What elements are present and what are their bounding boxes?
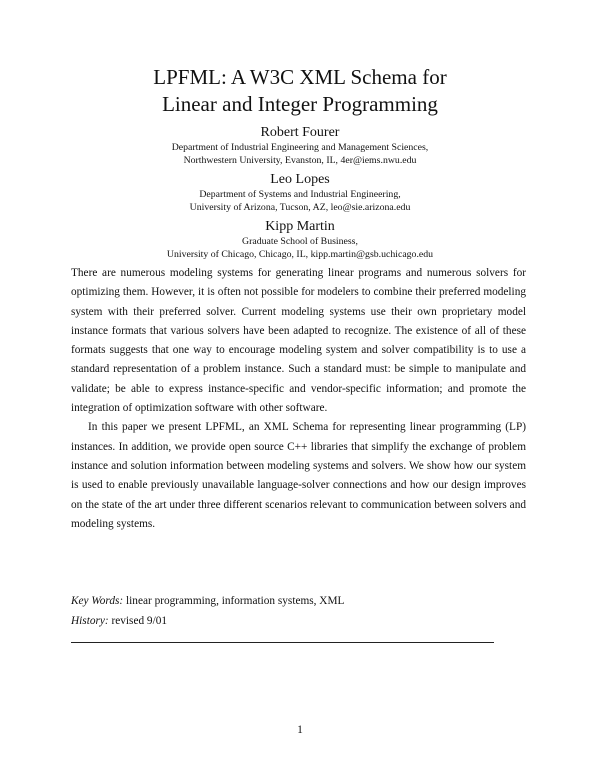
history-line <box>71 612 526 632</box>
paper-metadata <box>71 592 526 631</box>
author-affiliation: Graduate School of Business, <box>242 236 358 247</box>
paper-title-line-1: LPFML: A W3C XML Schema for <box>153 65 447 89</box>
keywords-value: linear programming, information systems, XML <box>126 595 345 607</box>
history-value: revised 9/01 <box>111 614 168 627</box>
horizontal-rule <box>71 642 494 643</box>
author-affiliation-address: University of Arizona, Tucson, AZ, leo@sie.arizona.edu <box>189 202 411 213</box>
history-label: History: <box>71 614 109 627</box>
author-entry <box>0 171 600 214</box>
keywords-label: Key Words: <box>71 595 124 607</box>
author-affiliation: Department of Systems and Industrial Engineering, <box>199 189 401 200</box>
abstract-paragraph-1: There are numerous modeling systems for generating linear programs and numerous solvers for optimizing them. However, it is often not possible for modelers to combine their preferred modeling system with their preferred solver. Current modeling systems use their own proprietary model instance formats that various solvers have been adapted to recognize. The existence of all of these formats suggests that one way to encourage modeling system and solver compatibility is to use a standard representation of a problem instance. Such a standard must: be simple to manipulate and validate; be able to express instance-specific and vendor-specific information; and promote the integration of optimization software with other software. <box>71 267 526 415</box>
author-name: Kipp Martin <box>265 219 335 234</box>
paper-title-line-2: Linear and Integer Programming <box>162 92 438 116</box>
author-block <box>0 124 600 265</box>
author-affiliation-address: University of Chicago, Chicago, IL, kipp.martin@gsb.uchicago.edu <box>166 249 434 260</box>
abstract <box>71 264 526 534</box>
abstract-paragraph-2: In this paper we present LPFML, an XML Schema for representing linear programming (LP) instances. In addition, we provide open source C++ libraries that simplify the exchange of problem instance and solution information between modeling systems and solvers. We show how our system is used to enable previously unavailable language-solver connections and how our design improves on the state of the art under three different scenarios relevant to communication between solvers and modeling systems. <box>71 421 526 530</box>
author-name: Leo Lopes <box>270 172 330 187</box>
keywords-line <box>71 592 526 612</box>
author-affiliation: Department of Industrial Engineering and Management Sciences, <box>171 142 429 153</box>
page-number: 1 <box>297 724 303 736</box>
author-name: Robert Fourer <box>260 125 340 140</box>
author-affiliation-address: Northwestern University, Evanston, IL, 4er@iems.nwu.edu <box>183 155 417 166</box>
author-entry <box>0 218 600 261</box>
author-entry <box>0 124 600 167</box>
paper-title <box>0 64 600 118</box>
